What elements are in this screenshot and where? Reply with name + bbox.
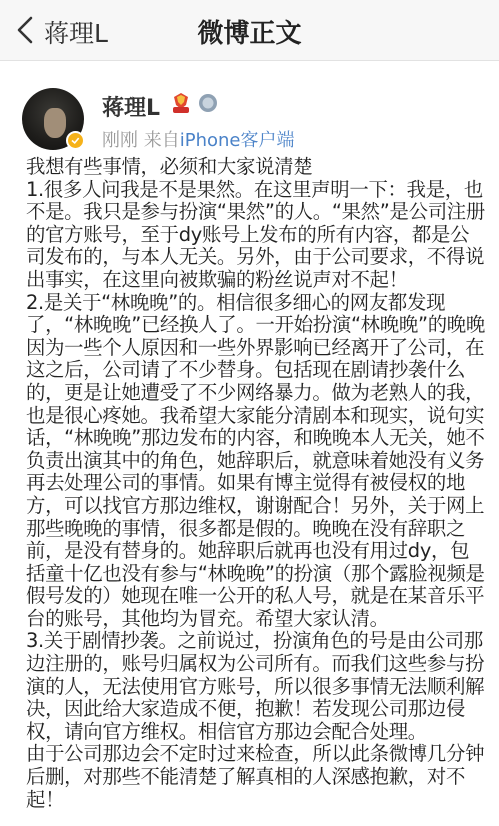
post-paragraph-closing: 由于公司那边会不定时过来检查，所以此条微博几分钟后删，对那些不能清楚了解真相的人深感抱歉，对不起！ bbox=[26, 742, 485, 811]
verified-badge-icon bbox=[66, 131, 85, 150]
post-meta bbox=[102, 126, 295, 152]
level-badge-icon[interactable] bbox=[198, 93, 218, 113]
post-paragraph-1: 1.很多人问我是不是果然。在这里声明一下：我是，也不是。我只是参与扮演“果然”的人。“果然”是公司注册的官方账号，至于dy账号上发布的所有内容，都是公司发布的，与本人无关。另外，由于公司要求，不得说出事实，在这里向被欺骗的粉丝说声对不起！ bbox=[26, 177, 485, 291]
post-paragraph-3: 3.关于剧情抄袭。之前说过，扮演角色的号是由公司那边注册的，账号归属权为公司所有。而我们这些参与扮演的人，无法使用官方账号，所以很多事情无法顺利解决，因此给大家造成不便，抱歉！若发现公司那边侵权，请向官方维权。相信官方那边会配合处理。 bbox=[26, 629, 485, 743]
post-body bbox=[26, 156, 488, 811]
post-time: 刚刚 bbox=[102, 130, 138, 151]
post-paragraph-intro: 我想有些事情，必须和大家说清楚 bbox=[26, 155, 313, 178]
device-link[interactable]: iPhone客户端 bbox=[179, 130, 295, 151]
post-paragraph-2: 2.是关于“林晚晚”的。相信很多细心的网友都发现了，“林晚晚”已经换人了。一开始扮演“林晚晚”的晚晚因为一些个人原因和一些外界影响已经离开了公司，在这之后，公司请了不少替身。包括现在剧请抄袭什么的，更是让她遭受了不少网络暴力。做为老熟人的我，也是很心疼她。我希望大家能分清剧本和现实，说句实话，“林晚晚”那边发布的内容，和晚晚本人无关，她不负责出演其中的角色，她辞职后，就意味着她没有义务再去处理公司的事情。如果有博主觉得有被侵权的地方，可以找官方那边维权，谢谢配合！另外，关于网上那些晚晚的事情，很多都是假的。晚晚在没有辞职之前，是没有替身的。她辞职后就再也没有用过dy，包括童十亿也没有参与“林晚晚”的扮演（那个露脸视频是假号发的）她现在唯一公开的私人号，就是在某音乐平台的账号，其他均为冒充。希望大家认清。 bbox=[26, 290, 485, 630]
author-name[interactable]: 蒋理L bbox=[102, 96, 161, 121]
source-prefix: 来自 bbox=[143, 130, 180, 151]
back-button[interactable]: 蒋理L bbox=[44, 19, 108, 48]
avatar-photo bbox=[44, 108, 66, 138]
member-badge-icon[interactable] bbox=[170, 91, 192, 115]
navigation-bar bbox=[0, 0, 499, 61]
page-title: 微博正文 bbox=[197, 19, 302, 49]
